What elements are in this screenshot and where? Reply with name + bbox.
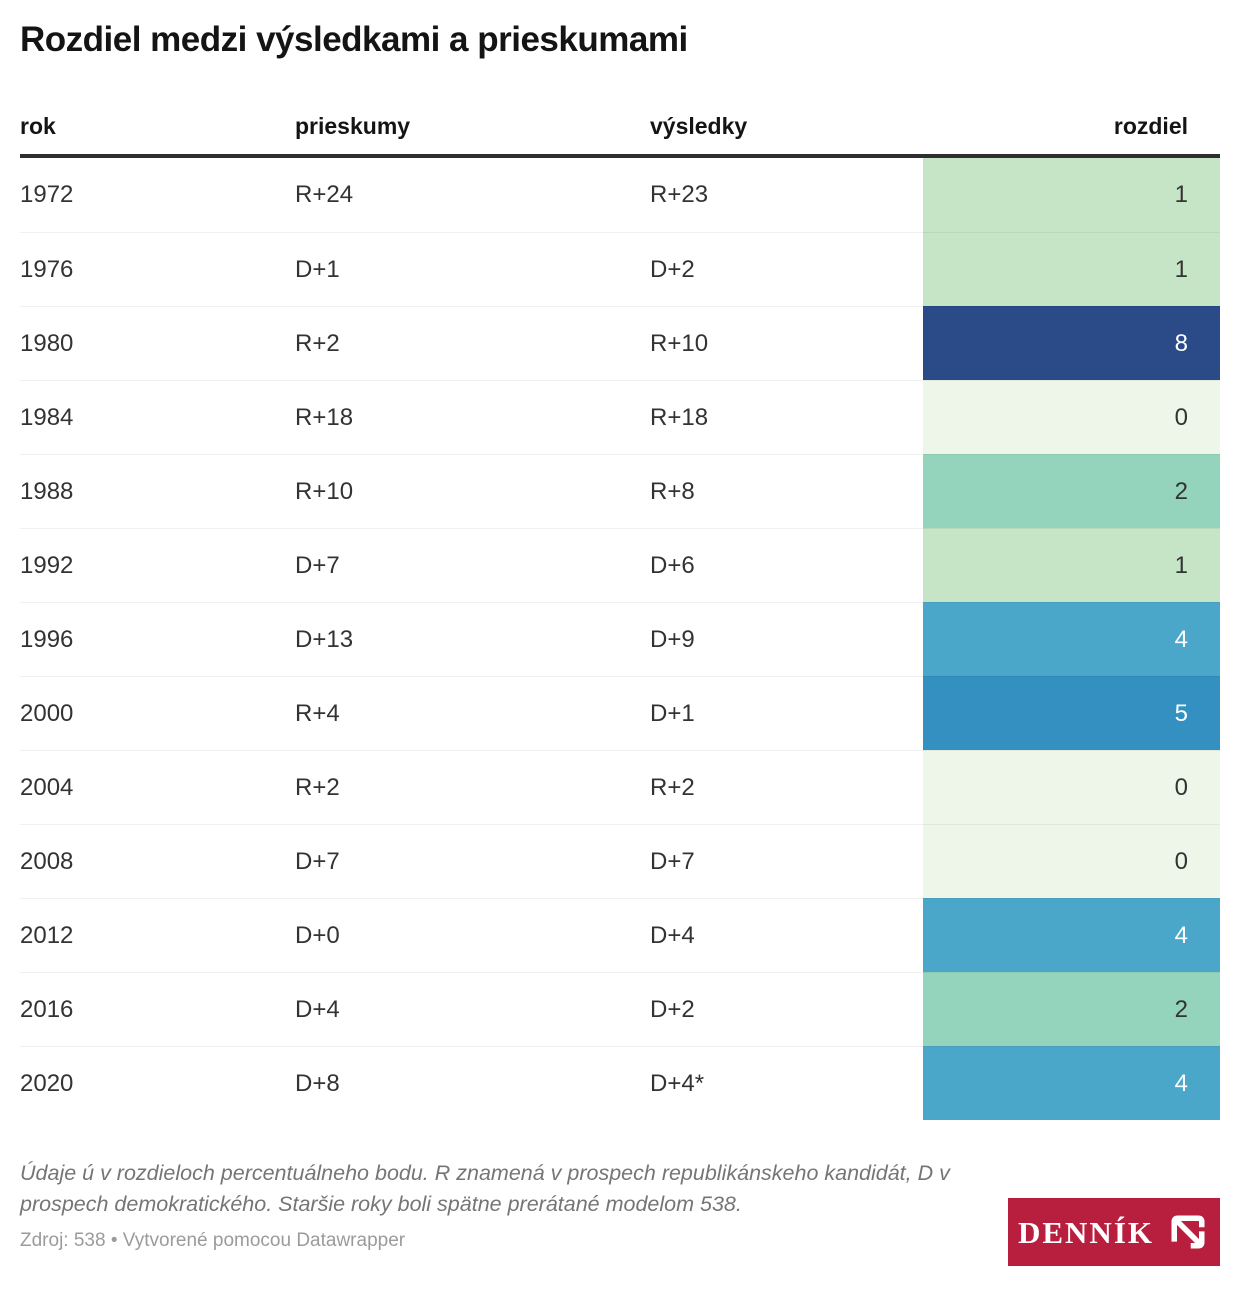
cell-rok: 1976 [20, 232, 295, 306]
cell-rozdiel: 2 [923, 972, 1220, 1046]
cell-vysledky: D+7 [650, 824, 923, 898]
cell-vysledky: D+4* [650, 1046, 923, 1120]
cell-rozdiel: 1 [923, 528, 1220, 602]
table-row [20, 676, 1220, 750]
cell-prieskumy: R+10 [295, 454, 650, 528]
cell-prieskumy: D+1 [295, 232, 650, 306]
table-row [20, 602, 1220, 676]
cell-vysledky: R+2 [650, 750, 923, 824]
cell-rozdiel: 4 [923, 898, 1220, 972]
cell-rok: 2008 [20, 824, 295, 898]
source-line: Zdroj: 538 • Vytvorené pomocou Datawrapper [20, 1230, 406, 1252]
cell-prieskumy: R+18 [295, 380, 650, 454]
column-header-rok: rok [20, 113, 56, 139]
cell-prieskumy: D+7 [295, 824, 650, 898]
cell-vysledky: R+18 [650, 380, 923, 454]
table-row [20, 972, 1220, 1046]
cell-vysledky: D+2 [650, 232, 923, 306]
footnote-text: Údaje ú v rozdieloch percentuálneho bodu. R znamená v prospech republikánskeho kandidát, D v prospech demokratického. Staršie roky boli spätne prerátané modelom 538. [20, 1161, 950, 1217]
cell-vysledky: D+1 [650, 676, 923, 750]
table-body [20, 158, 1220, 1120]
cell-vysledky: D+9 [650, 602, 923, 676]
logo-wordmark: DENNÍK [1017, 1215, 1154, 1250]
cell-rok: 1996 [20, 602, 295, 676]
cell-rozdiel: 5 [923, 676, 1220, 750]
table-row [20, 158, 1220, 232]
cell-prieskumy: D+0 [295, 898, 650, 972]
table-row [20, 380, 1220, 454]
cell-prieskumy: D+4 [295, 972, 650, 1046]
dennik-n-mark-icon [1166, 1210, 1210, 1254]
cell-prieskumy: R+4 [295, 676, 650, 750]
cell-rozdiel: 4 [923, 602, 1220, 676]
table-header-row [20, 102, 1220, 158]
column-header-rozdiel: rozdiel [1113, 113, 1188, 139]
footer [20, 1158, 1220, 1288]
cell-rok: 1988 [20, 454, 295, 528]
cell-rok: 1980 [20, 306, 295, 380]
cell-vysledky: D+6 [650, 528, 923, 602]
cell-vysledky: R+23 [650, 181, 709, 208]
page [0, 20, 1240, 1288]
cell-rok: 1972 [20, 181, 74, 208]
table-row [20, 454, 1220, 528]
page-title: Rozdiel medzi výsledkami a prieskumami [20, 20, 688, 59]
column-header-vysledky: výsledky [650, 113, 748, 139]
table-row [20, 306, 1220, 380]
cell-prieskumy: R+2 [295, 750, 650, 824]
cell-rozdiel: 2 [923, 454, 1220, 528]
cell-prieskumy: D+13 [295, 602, 650, 676]
cell-vysledky: D+2 [650, 972, 923, 1046]
cell-rozdiel: 0 [923, 380, 1220, 454]
cell-rok: 1984 [20, 380, 295, 454]
cell-rozdiel: 8 [923, 306, 1220, 380]
column-header-prieskumy: prieskumy [295, 113, 411, 139]
table-row [20, 824, 1220, 898]
cell-rozdiel: 0 [923, 824, 1220, 898]
dennik-n-logo [1008, 1198, 1220, 1266]
table-row [20, 750, 1220, 824]
cell-rozdiel: 4 [923, 1046, 1220, 1120]
cell-prieskumy: R+2 [295, 306, 650, 380]
cell-prieskumy: R+24 [295, 181, 354, 208]
table-row [20, 898, 1220, 972]
cell-rok: 2020 [20, 1046, 295, 1120]
cell-rozdiel: 1 [923, 158, 1220, 232]
table-row [20, 528, 1220, 602]
cell-rok: 2000 [20, 676, 295, 750]
table-row [20, 232, 1220, 306]
cell-rok: 1992 [20, 528, 295, 602]
cell-prieskumy: D+8 [295, 1046, 650, 1120]
cell-rok: 2004 [20, 750, 295, 824]
cell-prieskumy: D+7 [295, 528, 650, 602]
table-row [20, 1046, 1220, 1120]
cell-rok: 2016 [20, 972, 295, 1046]
cell-rozdiel: 1 [923, 232, 1220, 306]
cell-vysledky: R+10 [650, 306, 923, 380]
cell-vysledky: D+4 [650, 898, 923, 972]
cell-vysledky: R+8 [650, 454, 923, 528]
cell-rozdiel: 0 [923, 750, 1220, 824]
cell-rok: 2012 [20, 898, 295, 972]
